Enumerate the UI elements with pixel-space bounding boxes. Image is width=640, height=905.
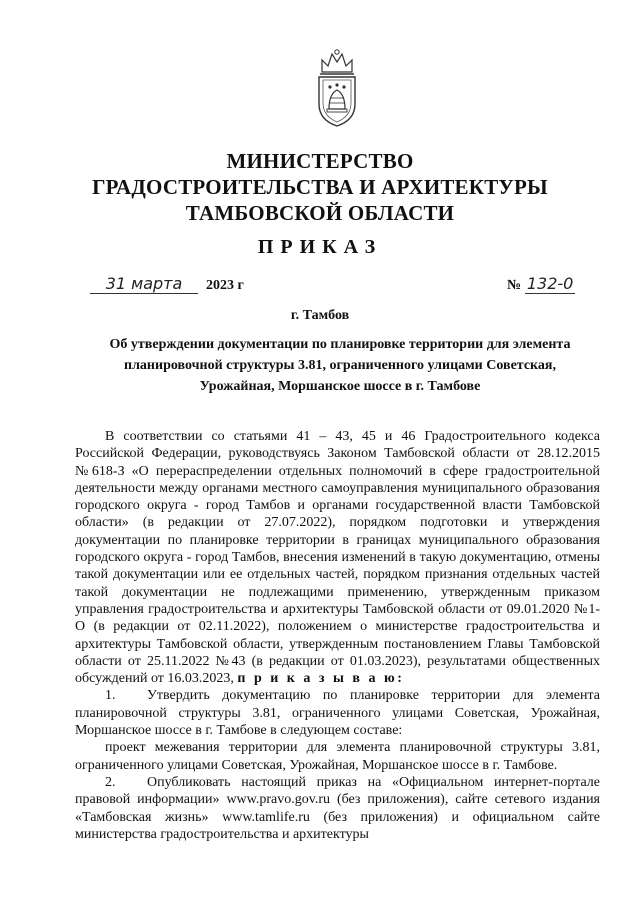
ministry-name-line3: ТАМБОВСКОЙ ОБЛАСТИ <box>185 201 455 225</box>
handwritten-number: 132-0 <box>526 274 574 293</box>
ministry-name-line2: ГРАДОСТРОИТЕЛЬСТВА И АРХИТЕКТУРЫ <box>92 175 548 199</box>
item-1-text: Утвердить документацию по планировке территории для элемента планировочной структуры 3.81, ограниченного улицами Советская, Урожайная, Моршанское шоссе в г. Тамбове в следующем составе: <box>75 688 600 739</box>
item-2-paragraph <box>75 774 600 843</box>
ministry-name <box>0 148 640 226</box>
preamble-paragraph <box>75 428 600 687</box>
handwritten-date: 31 марта <box>90 274 198 294</box>
ministry-name-line1: МИНИСТЕРСТВО <box>226 149 414 173</box>
item-1-subparagraph: проект межевания территории для элемента планировочной структуры 3.81, ограниченного улицами Советская, Урожайная, Моршанское шоссе в г. Тамбове. <box>75 740 600 773</box>
decree-word: п р и к а з ы в а ю: <box>237 671 405 687</box>
order-date <box>90 274 244 294</box>
number-sign: № <box>507 278 522 293</box>
item-2-number: 2. <box>105 774 116 790</box>
city-name: г. Тамбов <box>290 308 350 323</box>
tambov-coat-of-arms-icon <box>312 46 362 128</box>
item-1-number: 1. <box>105 688 116 704</box>
document-type-title: ПРИКАЗ <box>257 236 383 258</box>
preamble-text: В соответствии со статьями 41 – 43, 45 и 46 Градостроительного кодекса Российской Федерации, руководствуясь Законом Тамбовской области от 28.12.2015 №618-З «О перераспределении отдельных полномочий в сфере градостроительной деятельности между органами местного самоуправления муниципального образования городского округа - город Тамбов и органами государственной власти Тамбовской области» (в редакции от 27.07.2022), порядком подготовки и утверждения документации по планировке территории в границах муниципального образования городского округа - город Тамбов, внесения изменений в такую документацию, отмены такой документации или ее отдельных частей, порядком признания отдельных частей такой документации не подлежащими применению, утвержденным приказом управления градостроительства и архитектуры Тамбовской области от 09.01.2020 №1-О (в редакции от 02.11.2022), положением о министерстве градостроительства и архитектуры Тамбовской области, утвержденным постановлением Главы Тамбовской области от 25.11.2022 №43 (в редакции от 01.03.2023), результатами общественных обсуждений от 16.03.2023, <box>75 429 600 687</box>
order-subject <box>100 334 580 397</box>
item-1-paragraph <box>75 687 600 739</box>
subject-line1: Об утверждении документации по планировке территории для элемента <box>109 337 571 352</box>
order-year: 2023 г <box>206 278 244 293</box>
item-2-text: Опубликовать настоящий приказ на «Официальном интернет-портале правовой информации» www.pravo.gov.ru (без приложения), сайте сетевого издания «Тамбовская жизнь» www.tamlife.ru (без приложения) и официальном сайте министерства градостроительства и архитектуры <box>75 774 600 842</box>
order-body <box>75 428 600 843</box>
subject-line3: Урожайная, Моршанское шоссе в г. Тамбове <box>199 379 481 394</box>
order-number <box>507 274 575 294</box>
subject-line2: планировочной структуры 3.81, ограниченного улицами Советская, <box>124 358 556 373</box>
